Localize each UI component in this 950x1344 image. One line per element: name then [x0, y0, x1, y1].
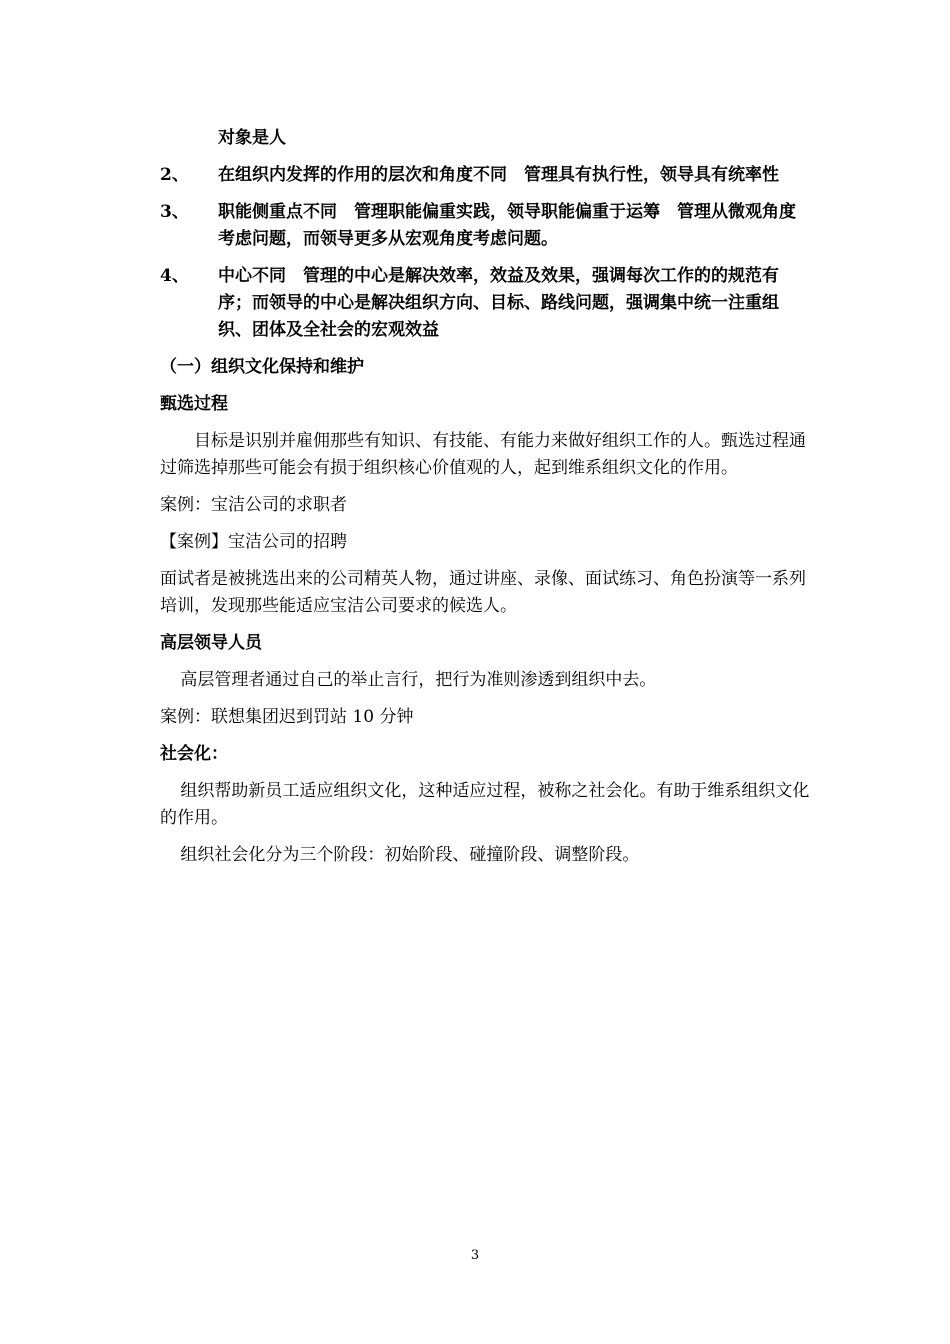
list-text: 在组织内发挥的作用的层次和角度不同 管理具有执行性，领导具有统率性: [218, 165, 779, 185]
selection-paragraph-2: 面试者是被挑选出来的公司精英人物，通过讲座、录像、面试练习、角色扮演等一系列培训，发现那些能适应宝洁公司要求的候选人。: [160, 569, 806, 616]
list-number: 2、: [160, 165, 189, 185]
list-item-2: [160, 162, 810, 189]
list-text: 职能侧重点不同 管理职能偏重实践，领导职能偏重于运筹 管理从微观角度考虑问题，而领导更多从宏观角度考虑问题。: [218, 202, 796, 249]
section-heading: （一）组织文化保持和维护: [160, 357, 364, 377]
leaders-heading: 高层领导人员: [160, 633, 262, 653]
page-content: [160, 125, 810, 879]
leaders-paragraph: 高层管理者通过自己的举止言行，把行为准则渗透到组织中去。: [180, 670, 657, 690]
selection-paragraph: 目标是识别并雇佣那些有知识、有技能、有能力来做好组织工作的人。甄选过程通过筛选掉那些可能会有损于组织核心价值观的人，起到维系组织文化的作用。: [160, 431, 806, 478]
list-number: 3、: [160, 202, 189, 222]
selection-heading: 甄选过程: [160, 394, 228, 414]
list-number: 4、: [160, 266, 189, 286]
socialization-heading: 社会化：: [160, 744, 228, 764]
list-item-4: [160, 263, 810, 344]
socialization-paragraph-1: 组织帮助新员工适应组织文化，这种适应过程，被称之社会化。有助于维系组织文化的作用。: [160, 781, 810, 828]
list-item-3: [160, 199, 810, 253]
leaders-case: 案例：联想集团迟到罚站 10 分钟: [160, 707, 414, 727]
selection-case-1: 案例：宝洁公司的求职者: [160, 495, 347, 515]
page-number: 3: [470, 1248, 480, 1263]
list-text: 中心不同 管理的中心是解决效率，效益及效果，强调每次工作的的规范有序；而领导的中心是解决组织方向、目标、路线问题，强调集中统一注重组织、团体及全社会的宏观效益: [218, 266, 779, 340]
selection-case-2: 【案例】宝洁公司的招聘: [160, 532, 347, 552]
list-continuation: 对象是人: [218, 128, 286, 148]
socialization-paragraph-2: 组织社会化分为三个阶段：初始阶段、碰撞阶段、调整阶段。: [180, 845, 640, 865]
